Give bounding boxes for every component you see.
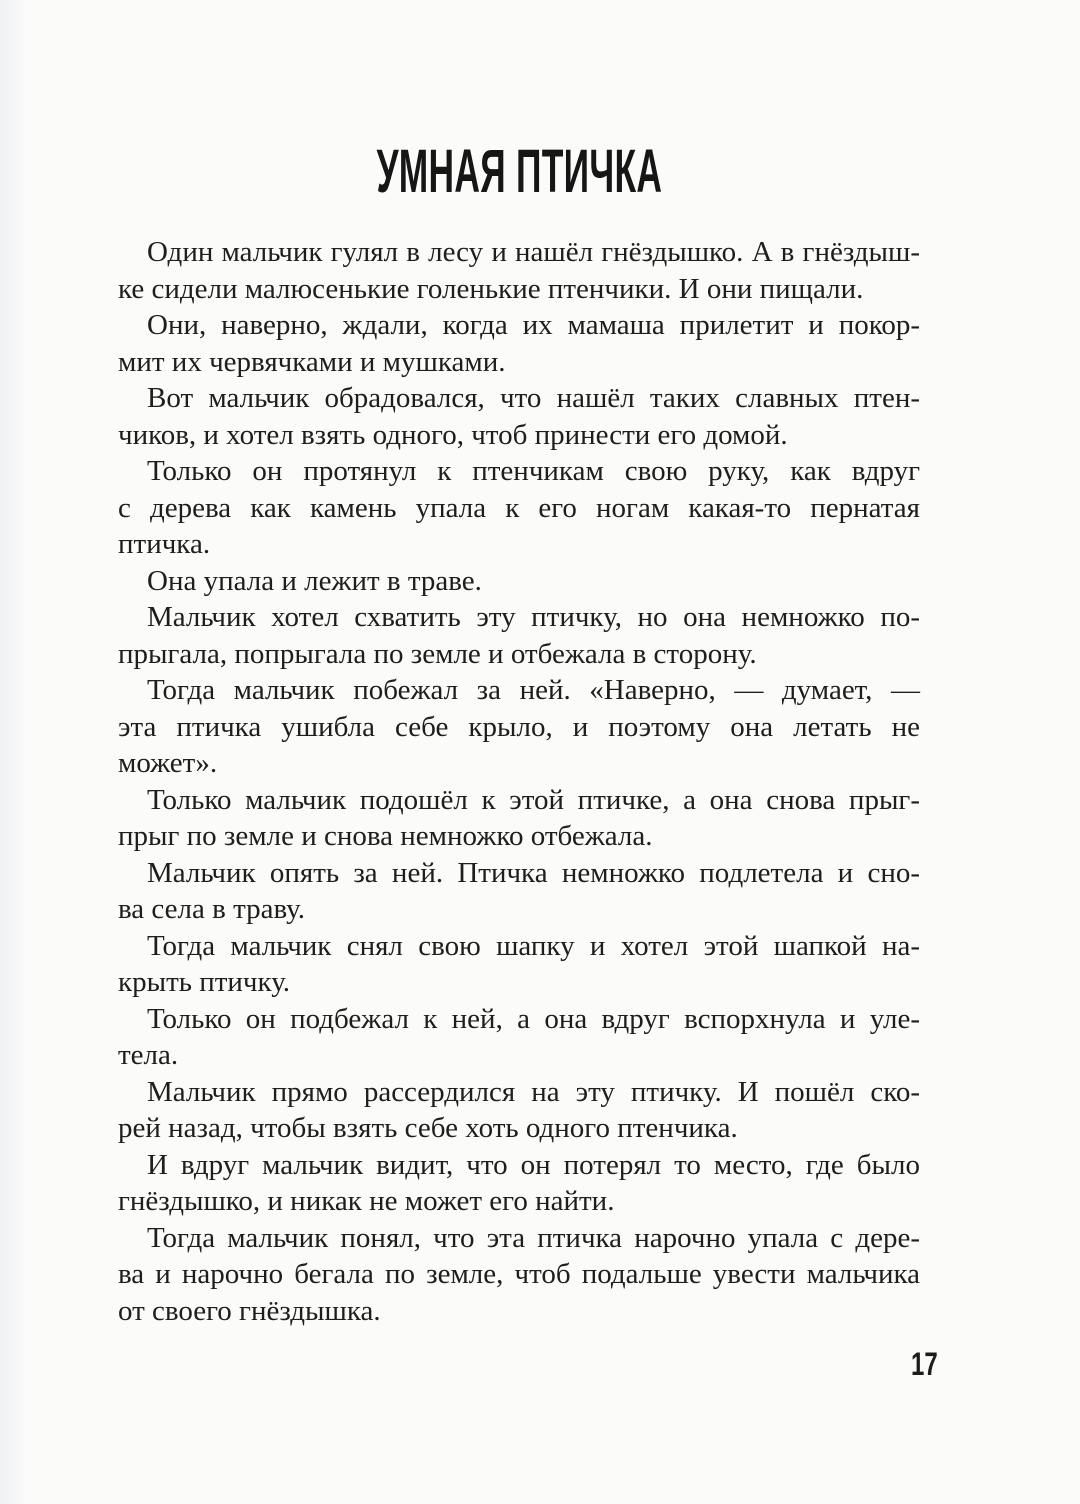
text-line: Они, наверно, ждали, когда их мамаша прилетит и покор-: [147, 309, 920, 341]
paragraph: [118, 599, 920, 672]
text-line: Только мальчик подошёл к этой птичке, а она снова прыг-: [147, 783, 920, 816]
paragraph: [118, 1147, 920, 1220]
text-line: ва села в траву.: [118, 893, 306, 925]
story-title: [118, 137, 920, 205]
paragraph: [118, 234, 920, 307]
text-line: прыгала, попрыгала по земле и отбежала в сторону.: [118, 637, 757, 670]
text-line: крыть птичку.: [118, 966, 291, 998]
paragraph: [118, 1220, 920, 1330]
text-line: Один мальчик гулял в лесу и нашёл гнёздышко. А в гнёздыш-: [147, 236, 920, 268]
text-line: Мальчик опять за ней. Птичка немножко подлетела и сно-: [147, 856, 920, 889]
text-line: Мальчик хотел схватить эту птичку, но она немножко по-: [147, 601, 920, 633]
text-line: тела.: [118, 1039, 179, 1071]
paragraph: [118, 672, 920, 782]
page-number: 17: [911, 1346, 938, 1382]
text-line: с дерева как камень упала к его ногам какая-то пернатая: [118, 491, 920, 524]
text-line: Она упала и лежит в траве.: [147, 564, 482, 597]
text-line: прыг по земле и снова немножко отбежала.: [118, 820, 653, 852]
text-line: Тогда мальчик понял, что эта птичка нарочно упала с дере-: [147, 1221, 920, 1254]
paragraph: [118, 307, 920, 380]
text-line: И вдруг мальчик видит, что он потерял то место, где было: [147, 1148, 920, 1181]
text-line: Тогда мальчик побежал за ней. «Наверно, — думает, —: [147, 674, 920, 706]
text-line: может».: [118, 747, 218, 779]
page-content: [118, 137, 920, 1329]
paragraph: [118, 1074, 920, 1147]
paragraph: [118, 453, 920, 563]
paragraph: [118, 380, 920, 453]
text-line: птичка.: [118, 528, 211, 560]
text-line: рей назад, чтобы взять себе хоть одного птенчика.: [118, 1112, 738, 1144]
text-line: от своего гнёздышка.: [118, 1294, 381, 1327]
text-line: мит их червячками и мушками.: [118, 345, 506, 378]
story-title-text: УМНАЯ ПТИЧКА: [376, 137, 662, 205]
text-line: Вот мальчик обрадовался, что нашёл таких славных птен-: [147, 382, 920, 414]
text-line: гнёздышко, и никак не может его найти.: [118, 1185, 615, 1217]
paragraph: [118, 782, 920, 855]
paragraph: [118, 563, 920, 600]
text-line: Только он протянул к птенчикам свою руку, как вдруг: [147, 455, 920, 487]
paragraph: [118, 928, 920, 1001]
text-line: Мальчик прямо рассердился на эту птичку. И пошёл ско-: [147, 1075, 920, 1108]
text-line: чиков, и хотел взять одного, чтоб принести его домой.: [118, 418, 788, 451]
text-line: эта птичка ушибла себе крыло, и поэтому она летать не: [118, 710, 920, 743]
text-line: Тогда мальчик снял свою шапку и хотел этой шапкой на-: [147, 929, 920, 962]
text-line: ке сидели малюсенькие голенькие птенчики. И они пищали.: [118, 272, 864, 305]
story-text: [118, 234, 920, 1329]
text-line: ва и нарочно бегала по земле, чтоб подальше увести мальчика: [118, 1258, 920, 1290]
paragraph: [118, 1001, 920, 1074]
paragraph: [118, 855, 920, 928]
text-line: Только он подбежал к ней, а она вдруг вспорхнула и уле-: [147, 1002, 920, 1035]
